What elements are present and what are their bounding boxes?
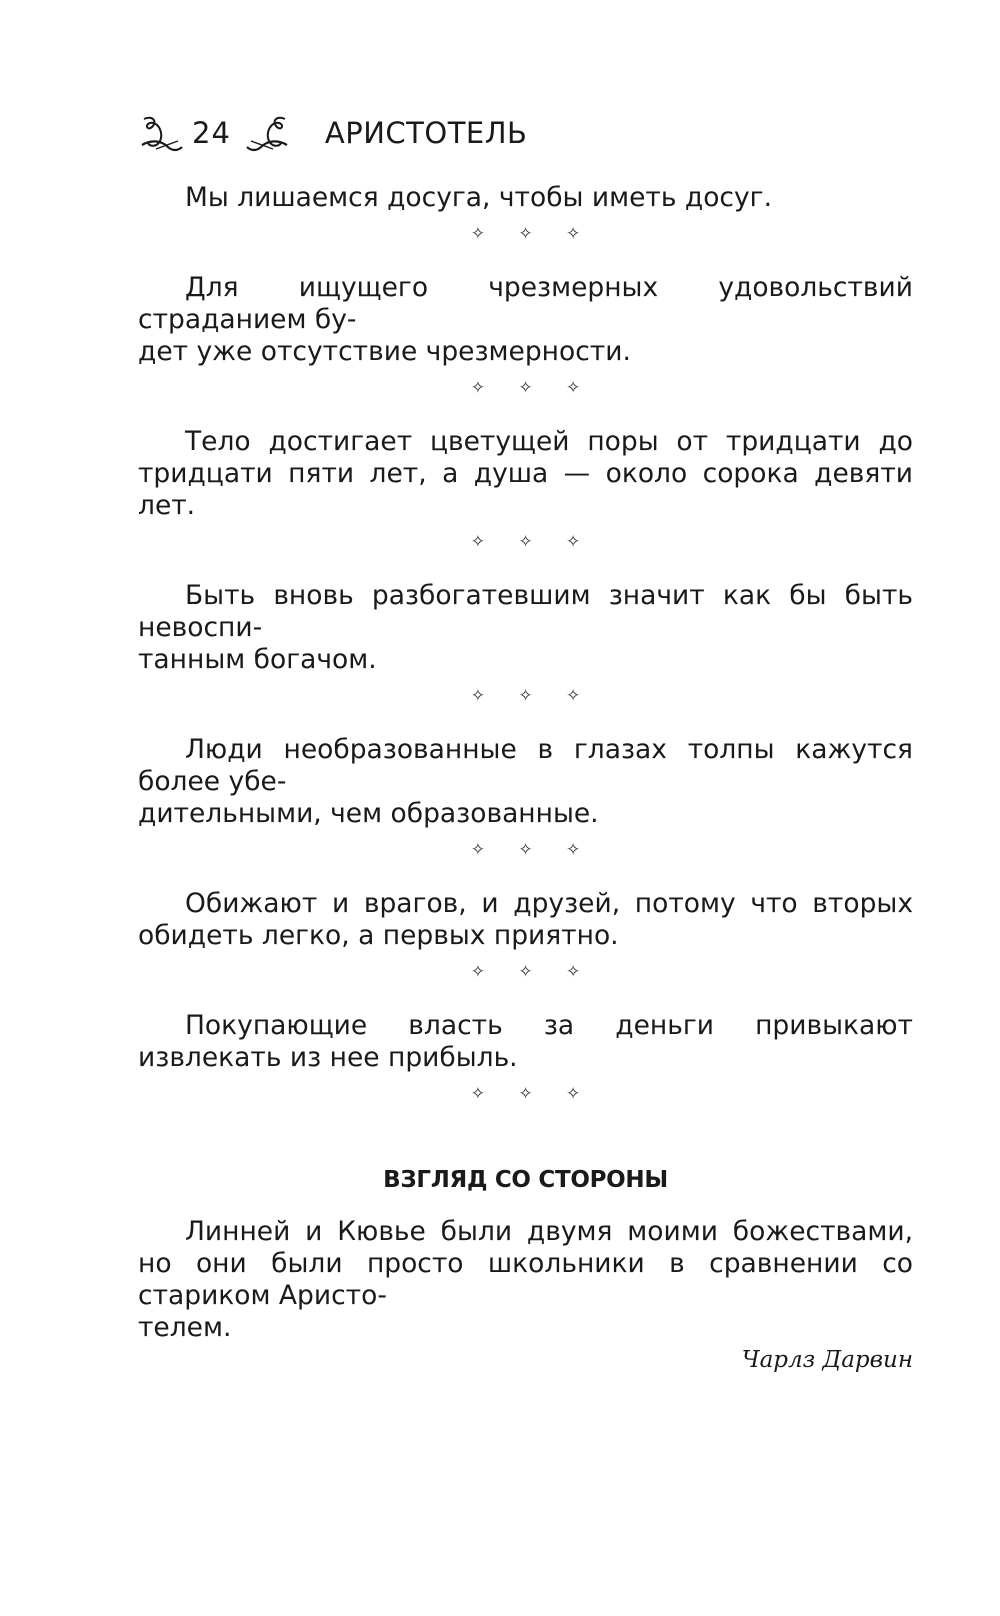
section-divider: ✧ ✧ ✧	[470, 840, 595, 860]
scroll-flourish-icon	[243, 111, 291, 155]
aphorism: Тело достигает цветущей поры от тридцати до тридцати пяти лет, а душа — около сорока девяти лет.	[138, 426, 913, 521]
section-title: ВЗГЛЯД СО СТОРОНЫ	[383, 1167, 668, 1193]
section-divider: ✧ ✧ ✧	[470, 1084, 595, 1104]
page-content	[138, 182, 913, 1376]
running-head	[138, 108, 527, 158]
book-title: АРИСТОТЕЛЬ	[324, 116, 528, 150]
aphorism: Быть вновь разбогатевшим значит как бы быть невоспи‑ танным богачом.	[138, 580, 913, 675]
aphorism: Покупающие власть за деньги привыкают извлекать из нее прибыль.	[138, 1010, 913, 1073]
quote-author: Чарлз Дарвин	[741, 1347, 913, 1373]
darwin-quote: Линней и Кювье были двумя моими божествами, но они были просто школьники в сравнении со стариком Аристо‑ телем.	[138, 1216, 913, 1343]
section-divider: ✧ ✧ ✧	[470, 686, 595, 706]
scroll-flourish-icon	[138, 111, 186, 155]
aphorism: Люди необразованные в глазах толпы кажутся более убе‑ дительными, чем образованные.	[138, 734, 913, 829]
page-number: 24	[192, 116, 231, 150]
section-divider: ✧ ✧ ✧	[470, 378, 595, 398]
section-divider: ✧ ✧ ✧	[470, 532, 595, 552]
aphorism: Для ищущего чрезмерных удовольствий страданием бу‑ дет уже отсутствие чрезмерности.	[138, 272, 913, 367]
section-divider: ✧ ✧ ✧	[470, 962, 595, 982]
section-divider: ✧ ✧ ✧	[470, 224, 595, 244]
aphorism: Обижают и врагов, и друзей, потому что вторых обидеть легко, а первых приятно.	[138, 888, 913, 951]
aphorism: Мы лишаемся досуга, чтобы иметь досуг.	[185, 182, 773, 213]
